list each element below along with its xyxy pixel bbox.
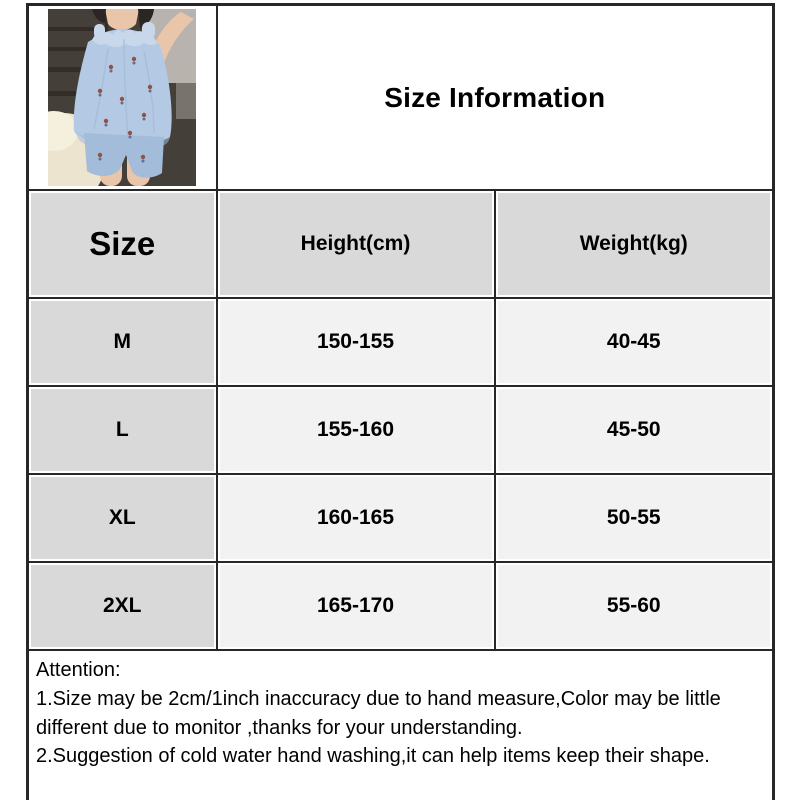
size-cell: 2XL xyxy=(28,562,217,650)
table-row xyxy=(28,474,774,562)
table-row xyxy=(28,386,774,474)
weight-cell: 50-55 xyxy=(495,474,774,562)
height-cell: 155-160 xyxy=(217,386,495,474)
table-row xyxy=(28,298,774,386)
weight-cell: 55-60 xyxy=(495,562,774,650)
table-header-row xyxy=(28,190,774,298)
product-photo-cell xyxy=(28,5,217,191)
size-table xyxy=(26,3,775,800)
size-cell: M xyxy=(28,298,217,386)
attention-note: 2.Suggestion of cold water hand washing,it can help items keep their shape. xyxy=(36,745,710,768)
column-header-height: Height(cm) xyxy=(217,190,495,298)
attention-row xyxy=(28,650,774,800)
height-cell: 150-155 xyxy=(217,298,495,386)
page-title: Size Information xyxy=(384,81,606,113)
table-row xyxy=(28,562,774,650)
attention-note: 1.Size may be 2cm/1inch inaccuracy due to hand measure,Color may be little different due to monitor ,thanks for your understanding. xyxy=(36,687,721,739)
weight-cell: 40-45 xyxy=(495,298,774,386)
table-row-top xyxy=(28,5,774,191)
height-cell: 165-170 xyxy=(217,562,495,650)
size-cell: L xyxy=(28,386,217,474)
product-photo xyxy=(48,9,196,186)
weight-cell: 45-50 xyxy=(495,386,774,474)
column-header-weight: Weight(kg) xyxy=(495,190,774,298)
height-cell: 160-165 xyxy=(217,474,495,562)
attention-cell xyxy=(28,650,774,800)
attention-title: Attention: xyxy=(36,659,121,681)
page-title-cell xyxy=(217,5,774,191)
size-cell: XL xyxy=(28,474,217,562)
column-header-size: Size xyxy=(28,190,217,298)
